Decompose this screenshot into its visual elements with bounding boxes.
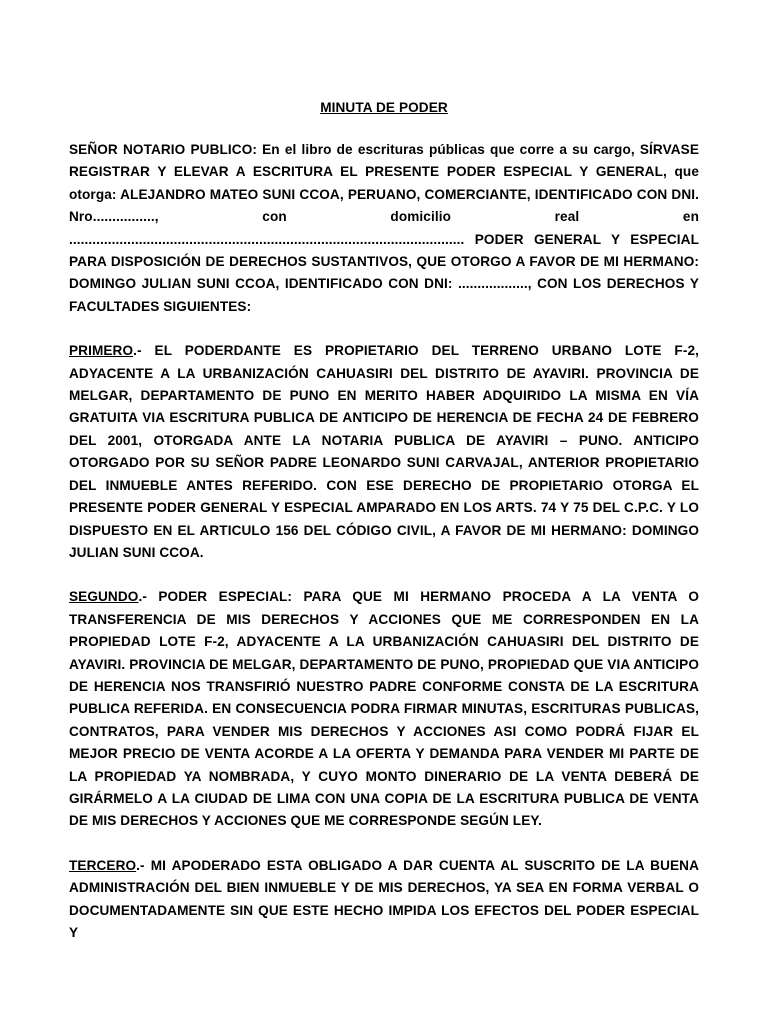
clause-text-primero: .- EL PODERDANTE ES PROPIETARIO DEL TERRENO URBANO LOTE F-2, ADYACENTE A LA URBANIZACIÓN CAHUASIRI DEL DISTRITO DE AYAVIRI. PROVINCIA DE MELGAR, DEPARTAMENTO DE PUNO EN MERITO HABER ADQUIRIDO LA MISMA EN VÍA GRATUITA VIA ESCRITURA PUBLICA DE ANTICIPO DE HERENCIA DE FECHA 24 DE FEBRERO DEL 2001, OTORGADA ANTE LA NOTARIA PUBLICA DE AYAVIRI – PUNO. ANTICIPO OTORGADO POR SU SEÑOR PADRE LEONARDO SUNI CARVAJAL, ANTERIOR PROPIETARIO DEL INMUEBLE ANTES REFERIDO. CON ESE DERECHO DE PROPIETARIO OTORGA EL PRESENTE PODER GENERAL Y ESPECIAL AMPARADO EN LOS ARTS. 74 Y 75 DEL C.P.C. Y LO DISPUESTO EN EL ARTICULO 156 DEL CÓDIGO CIVIL, A FAVOR DE MI HERMANO: DOMINGO JULIAN SUNI CCOA. <box>69 343 699 560</box>
clause-heading-primero: PRIMERO <box>69 343 134 359</box>
clause-segundo <box>69 586 699 832</box>
clause-heading-tercero: TERCERO <box>69 857 137 873</box>
clause-primero <box>69 340 699 564</box>
clause-tercero <box>69 855 699 945</box>
document-page <box>69 97 699 966</box>
clause-heading-segundo: SEGUNDO <box>69 589 139 605</box>
clause-text-tercero: .- MI APODERADO ESTA OBLIGADO A DAR CUENTA AL SUSCRITO DE LA BUENA ADMINISTRACIÓN DEL BIEN INMUEBLE Y DE MIS DERECHOS, YA SEA EN FORMA VERBAL O DOCUMENTADAMENTE SIN QUE ESTE HECHO IMPIDA LOS EFECTOS DEL PODER ESPECIAL Y <box>69 857 699 940</box>
clause-text-segundo: .- PODER ESPECIAL: PARA QUE MI HERMANO PROCEDA A LA VENTA O TRANSFERENCIA DE MIS DERECHOS Y ACCIONES QUE ME CORRESPONDEN EN LA PROPIEDAD LOTE F-2, ADYACENTE A LA URBANIZACIÓN CAHUASIRI DEL DISTRITO DE AYAVIRI. PROVINCIA DE MELGAR, DEPARTAMENTO DE PUNO, PROPIEDAD QUE VIA ANTICIPO DE HERENCIA NOS TRANSFIRIÓ NUESTRO PADRE CONFORME CONSTA DE LA ESCRITURA PUBLICA REFERIDA. EN CONSECUENCIA PODRA FIRMAR MINUTAS, ESCRITURAS PUBLICAS, CONTRATOS, PARA VENDER MIS DERECHOS Y ACCIONES ASI COMO PODRÁ FIJAR EL MEJOR PRECIO DE VENTA ACORDE A LA OFERTA Y DEMANDA PARA VENDER MI PARTE DE LA PROPIEDAD YA NOMBRADA, Y CUYO MONTO DINERARIO DE LA VENTA DEBERÁ DE GIRÁRMELO A LA CIUDAD DE LIMA CON UNA COPIA DE LA ESCRITURA PUBLICA DE VENTA DE MIS DERECHOS Y ACCIONES QUE ME CORRESPONDE SEGÚN LEY. <box>69 589 699 829</box>
intro-paragraph: SEÑOR NOTARIO PUBLICO: En el libro de escrituras públicas que corre a su cargo, SÍRVASE REGISTRAR Y ELEVAR A ESCRITURA EL PRESENTE PODER ESPECIAL Y GENERAL, que otorga: ALEJANDRO MATEO SUNI CCOA, PERUANO, COMERCIANTE, IDENTIFICADO CON DNI. Nro................, con domicilio real en ...................................................................................................... PODER GENERAL Y ESPECIAL PARA DISPOSICIÓN DE DERECHOS SUSTANTIVOS, QUE OTORGO A FAVOR DE MI HERMANO: DOMINGO JULIAN SUNI CCOA, IDENTIFICADO CON DNI: .................., CON LOS DERECHOS Y FACULTADES SIGUIENTES: <box>69 142 699 314</box>
document-title: MINUTA DE PODER <box>320 100 448 115</box>
